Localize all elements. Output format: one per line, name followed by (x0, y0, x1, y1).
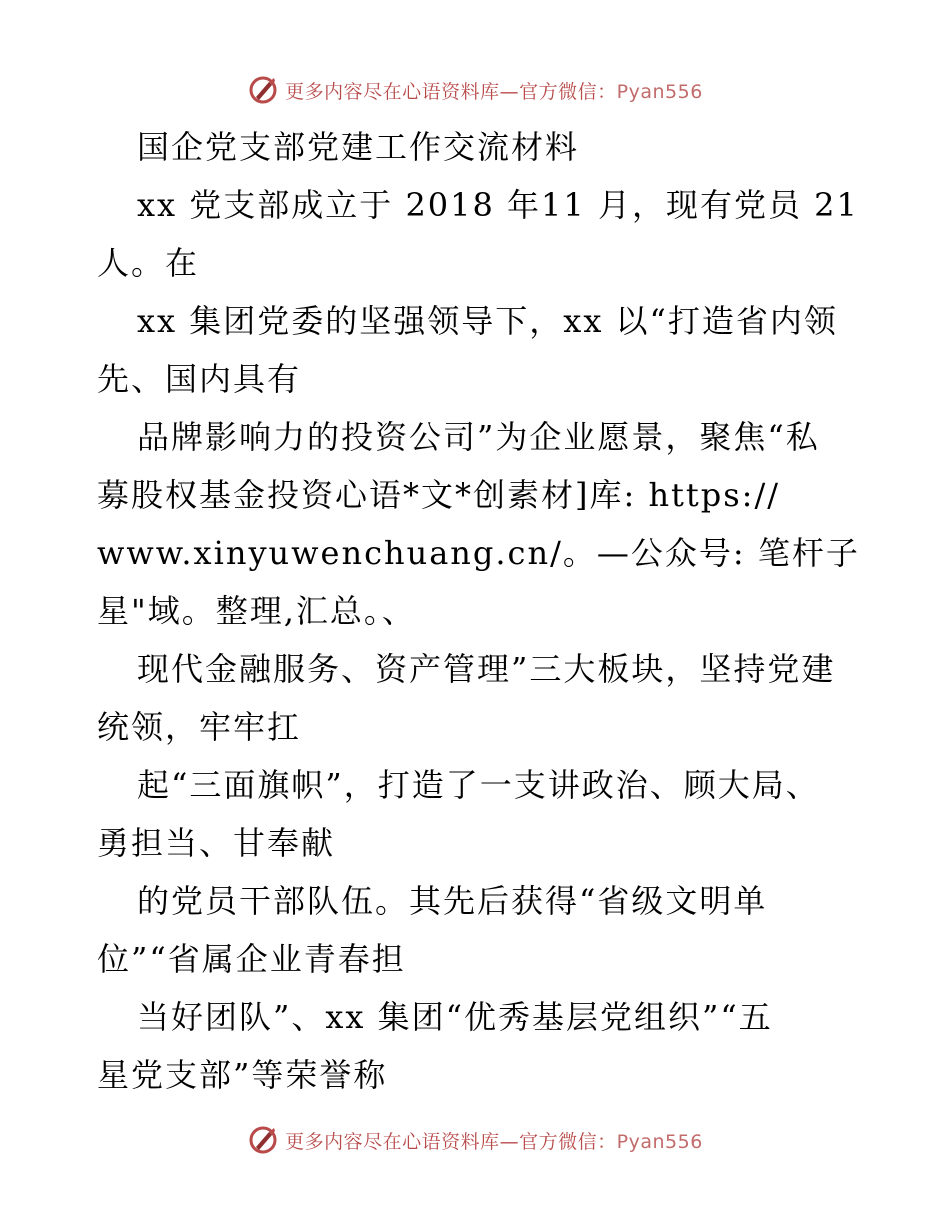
banner-text: 更多内容尽在心语资料库—官方微信：Pyan556 (285, 80, 703, 103)
text-line: 人。在 (97, 244, 200, 282)
text-line: 星党支部”等荣誉称 (97, 1056, 388, 1094)
banner-text: 更多内容尽在心语资料库—官方微信：Pyan556 (285, 1130, 703, 1153)
text-line: 当好团队”、xx 集团“优秀基层党组织”“五 (137, 998, 773, 1036)
wechat-id: Pyan556 (616, 80, 703, 103)
quill-pen-icon (247, 74, 279, 106)
text-line: 国企党支部党建工作交流材料 (137, 128, 580, 166)
text-line: 统领，牢牢扛 (97, 708, 302, 746)
text-line: xx 党支部成立于 2018 年11 月，现有党员 21 (137, 186, 859, 224)
text-line: www.xinyuwenchuang.cn/。—公众号: 笔杆子 (97, 534, 860, 572)
text-line: 的党员干部队伍。其先后获得“省级文明单 (137, 882, 768, 920)
document-body (97, 118, 867, 1104)
text-line: 星"域。整理,汇总。、 (97, 592, 416, 630)
footer-banner (0, 1120, 950, 1160)
text-line: 募股权基金投资心语*文*创素材]库: https:// (97, 476, 781, 514)
text-line: 起“三面旗帜”，打造了一支讲政治、顾大局、 (137, 766, 820, 804)
text-line: 品牌影响力的投资公司”为企业愿景，聚焦“私 (137, 418, 820, 456)
text-line: xx 集团党委的坚强领导下，xx 以“打造省内领 (137, 302, 838, 340)
text-line: 先、国内具有 (97, 360, 302, 398)
wechat-id: Pyan556 (616, 1130, 703, 1153)
text-line: 勇担当、甘奉献 (97, 824, 336, 862)
text-line: 位”“省属企业青春担 (97, 940, 406, 978)
quill-pen-icon (247, 1124, 279, 1156)
header-banner (0, 70, 950, 110)
text-line: 现代金融服务、资产管理”三大板块，坚持党建 (137, 650, 836, 688)
